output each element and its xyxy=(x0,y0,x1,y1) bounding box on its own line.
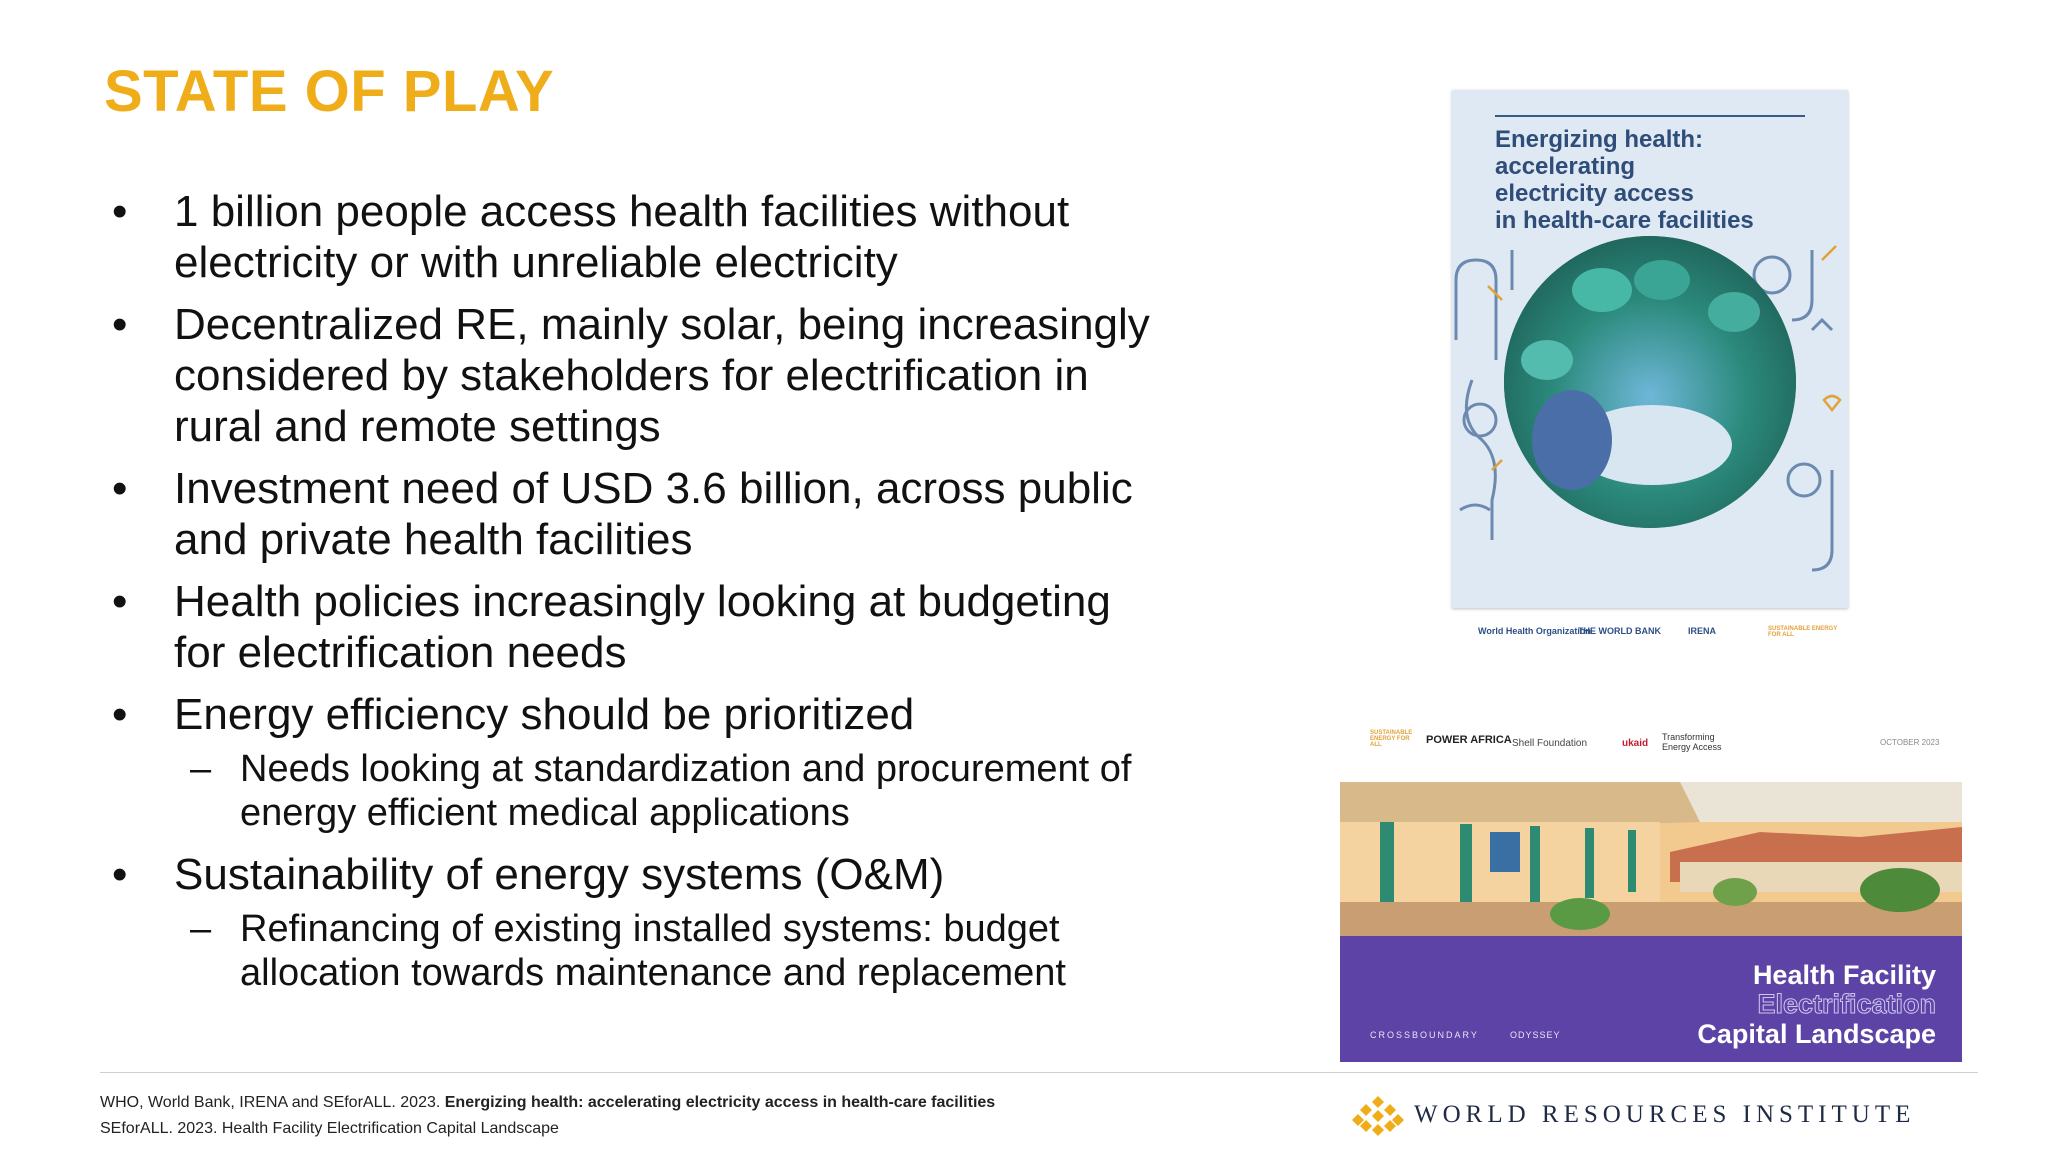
footer-citation-2: SEforALL. 2023. Health Facility Electrification Capital Landscape xyxy=(100,1120,559,1137)
seforall-logo: SUSTAINABLE ENERGY FOR ALL xyxy=(1768,626,1838,638)
report2-title-line2: Electrification xyxy=(1757,989,1936,1019)
bullet-item xyxy=(112,576,1262,678)
report-cover-capital-landscape xyxy=(1340,710,1962,1062)
sub-bullet-dash: – xyxy=(190,748,212,790)
sub-bullet-text: Needs looking at standardization and procurement of energy efficient medical applications xyxy=(240,748,1132,834)
report-cover-title: Energizing health: accelerating electricity access in health-care facilities xyxy=(1495,126,1754,234)
report2-title-band xyxy=(1340,936,1962,1062)
health-workers-illustration xyxy=(1452,230,1848,608)
report2-title-line3: Capital Landscape xyxy=(1697,1019,1936,1049)
bullet-text: Investment need of USD 3.6 billion, across public and private health facilities xyxy=(174,464,1133,564)
irena-logo: IRENA xyxy=(1688,626,1717,636)
report-date: OCTOBER 2023 xyxy=(1880,738,1940,747)
slide-title: STATE OF PLAY xyxy=(104,59,555,124)
sub-bullet-item xyxy=(112,907,1262,995)
bullet-dot: • xyxy=(112,690,128,739)
world-bank-logo: THE WORLD BANK xyxy=(1578,626,1661,636)
bullet-dot: • xyxy=(112,464,128,513)
sub-bullet-dash: – xyxy=(190,908,212,950)
seforall-logo: SUSTAINABLE ENERGY FOR ALL xyxy=(1370,730,1413,748)
bullet-text: Decentralized RE, mainly solar, being increasingly considered by stakeholders for electrification in rural and remote settings xyxy=(174,300,1150,451)
report-cover-energizing-health xyxy=(1452,90,1848,608)
shell-foundation-logo: Shell Foundation xyxy=(1512,738,1588,749)
report1-partner-logos xyxy=(1452,618,1848,658)
sub-bullet-text: Refinancing of existing installed systems: budget allocation towards maintenance and replacement xyxy=(240,908,1066,994)
bullet-item xyxy=(112,689,1262,740)
footer-citation-1 xyxy=(100,1094,995,1112)
bullet-dot: • xyxy=(112,187,128,236)
bullet-text: Health policies increasingly looking at budgeting for electrification needs xyxy=(174,577,1111,677)
bullet-text: Sustainability of energy systems (O&M) xyxy=(174,850,945,899)
crossboundary-logo: CROSSBOUNDARY xyxy=(1370,1030,1479,1040)
report2-partner-logos xyxy=(1340,710,1962,780)
report2-title-line1: Health Facility xyxy=(1752,960,1936,990)
sub-bullet-item xyxy=(112,747,1262,835)
transforming-energy-access-logo: Transforming Energy Access xyxy=(1662,732,1722,752)
bullet-dot: • xyxy=(112,850,128,899)
power-africa-logo: POWER AFRICA xyxy=(1426,734,1512,746)
bullet-list xyxy=(112,186,1262,1009)
bullet-item xyxy=(112,299,1262,452)
bullet-dot: • xyxy=(112,577,128,626)
odyssey-logo: ODYSSEY xyxy=(1510,1030,1561,1040)
bullet-text: Energy efficiency should be prioritized xyxy=(174,690,915,739)
bullet-item xyxy=(112,186,1262,288)
health-facility-photo xyxy=(1340,782,1962,936)
ukaid-logo: ukaid xyxy=(1622,738,1649,749)
citation-1-title: Energizing health: accelerating electricity access in health-care facilities xyxy=(444,1094,996,1111)
wri-diamond-logo-icon xyxy=(1352,1094,1404,1138)
cover-rule xyxy=(1495,115,1805,117)
bullet-text: 1 billion people access health facilities without electricity or with unreliable electricity xyxy=(174,187,1070,287)
footer-divider xyxy=(100,1072,1978,1073)
bullet-item xyxy=(112,463,1262,565)
wri-wordmark: WORLD RESOURCES INSTITUTE xyxy=(1414,1101,1916,1128)
citation-1-prefix: WHO, World Bank, IRENA and SEforALL. 2023. xyxy=(100,1094,445,1111)
bullet-dot: • xyxy=(112,300,128,349)
who-logo: World Health Organization xyxy=(1478,626,1591,636)
bullet-item xyxy=(112,849,1262,900)
